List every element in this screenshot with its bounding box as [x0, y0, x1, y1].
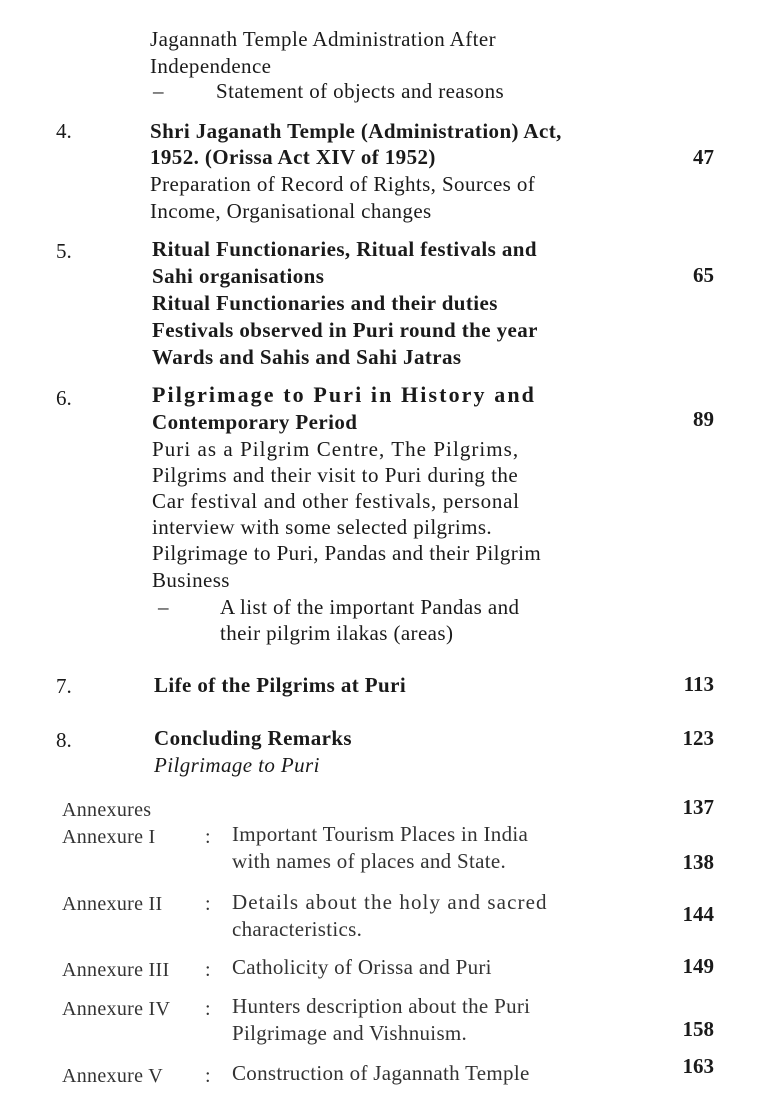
chapter-title-line: Sahi organisations: [152, 264, 325, 288]
annexure-colon: :: [205, 893, 211, 915]
annexure-description-line: characteristics.: [232, 917, 363, 941]
chapter-subtopic-line: Income, Organisational changes: [150, 199, 432, 223]
annexure-description-line: Construction of Jagannath Temple: [232, 1061, 530, 1085]
chapter-title: Concluding Remarks: [154, 726, 352, 750]
intro-subitem: Statement of objects and reasons: [216, 79, 505, 103]
annexures-heading: Annexures: [62, 799, 152, 821]
chapter-subtopic-line: Pilgrimage to Puri, Pandas and their Pilgrim: [152, 541, 542, 565]
annexure-page-number: 158: [682, 1017, 714, 1041]
annexure-colon: :: [205, 1065, 211, 1087]
annexure-description-line: Hunters description about the Puri: [232, 994, 531, 1018]
annexure-label: Annexure I: [62, 826, 156, 848]
annexure-description-line: Important Tourism Places in India: [232, 822, 529, 846]
annexure-label: Annexure IV: [62, 998, 171, 1020]
chapter-number: 7.: [56, 674, 72, 698]
chapter-page-number: 89: [693, 407, 714, 431]
chapter-title-line: Pilgrimage to Puri in History and: [152, 382, 537, 407]
chapter-dash: –: [158, 595, 169, 619]
annexure-page-number: 163: [682, 1054, 714, 1078]
chapter-subtopic-line: Festivals observed in Puri round the year: [152, 318, 538, 342]
chapter-title: Life of the Pilgrims at Puri: [154, 673, 407, 697]
chapter-title-line: Ritual Functionaries, Ritual festivals and: [152, 237, 537, 261]
annexure-page-number: 149: [682, 954, 714, 978]
chapter-subtopic-line: Ritual Functionaries and their duties: [152, 291, 498, 315]
annexure-label: Annexure V: [62, 1065, 163, 1087]
chapter-dash-item-line: A list of the important Pandas and: [220, 595, 520, 619]
chapter-subtopic-line: Preparation of Record of Rights, Sources of: [150, 172, 536, 196]
chapter-dash-item-line: their pilgrim ilakas (areas): [220, 621, 454, 645]
annexure-description-line: Catholicity of Orissa and Puri: [232, 955, 492, 979]
annexure-colon: :: [205, 959, 211, 981]
chapter-number: 8.: [56, 728, 72, 752]
chapter-number: 5.: [56, 239, 72, 263]
chapter-title-line: 1952. (Orissa Act XIV of 1952): [150, 145, 436, 169]
chapter-page-number: 113: [683, 672, 714, 696]
annexure-colon: :: [205, 998, 211, 1020]
annexure-description-line: Pilgrimage and Vishnuism.: [232, 1021, 468, 1045]
annexure-colon: :: [205, 826, 211, 848]
chapter-title-line: Shri Jaganath Temple (Administration) Act,: [150, 119, 562, 143]
chapter-number: 6.: [56, 386, 72, 410]
chapter-subtopic-line: Wards and Sahis and Sahi Jatras: [152, 345, 462, 369]
annexure-description-line: with names of places and State.: [232, 849, 507, 873]
annexure-page-number: 144: [682, 902, 714, 926]
annexure-label: Annexure III: [62, 959, 170, 981]
chapter-subtopic-line: Puri as a Pilgrim Centre, The Pilgrims,: [152, 437, 520, 461]
intro-dash: –: [153, 79, 164, 103]
chapter-page-number: 65: [693, 263, 714, 287]
intro-line-2: Independence: [150, 54, 272, 78]
chapter-subtopic-line: Pilgrims and their visit to Puri during the: [152, 463, 519, 487]
intro-line-1: Jagannath Temple Administration After: [150, 27, 496, 51]
annexure-label: Annexure II: [62, 893, 163, 915]
chapter-subtopic-line: interview with some selected pilgrims.: [152, 515, 493, 539]
chapter-number: 4.: [56, 119, 72, 143]
chapter-subtitle: Pilgrimage to Puri: [154, 753, 320, 777]
chapter-title-line: Contemporary Period: [152, 410, 358, 434]
chapter-subtopic-line: Business: [152, 568, 230, 592]
chapter-subtopic-line: Car festival and other festivals, personal: [152, 489, 520, 513]
annexure-page-number: 138: [682, 850, 714, 874]
chapter-page-number: 123: [682, 726, 714, 750]
annexure-description-line: Details about the holy and sacred: [232, 890, 548, 914]
annexures-page-number: 137: [682, 795, 714, 819]
chapter-page-number: 47: [693, 145, 714, 169]
